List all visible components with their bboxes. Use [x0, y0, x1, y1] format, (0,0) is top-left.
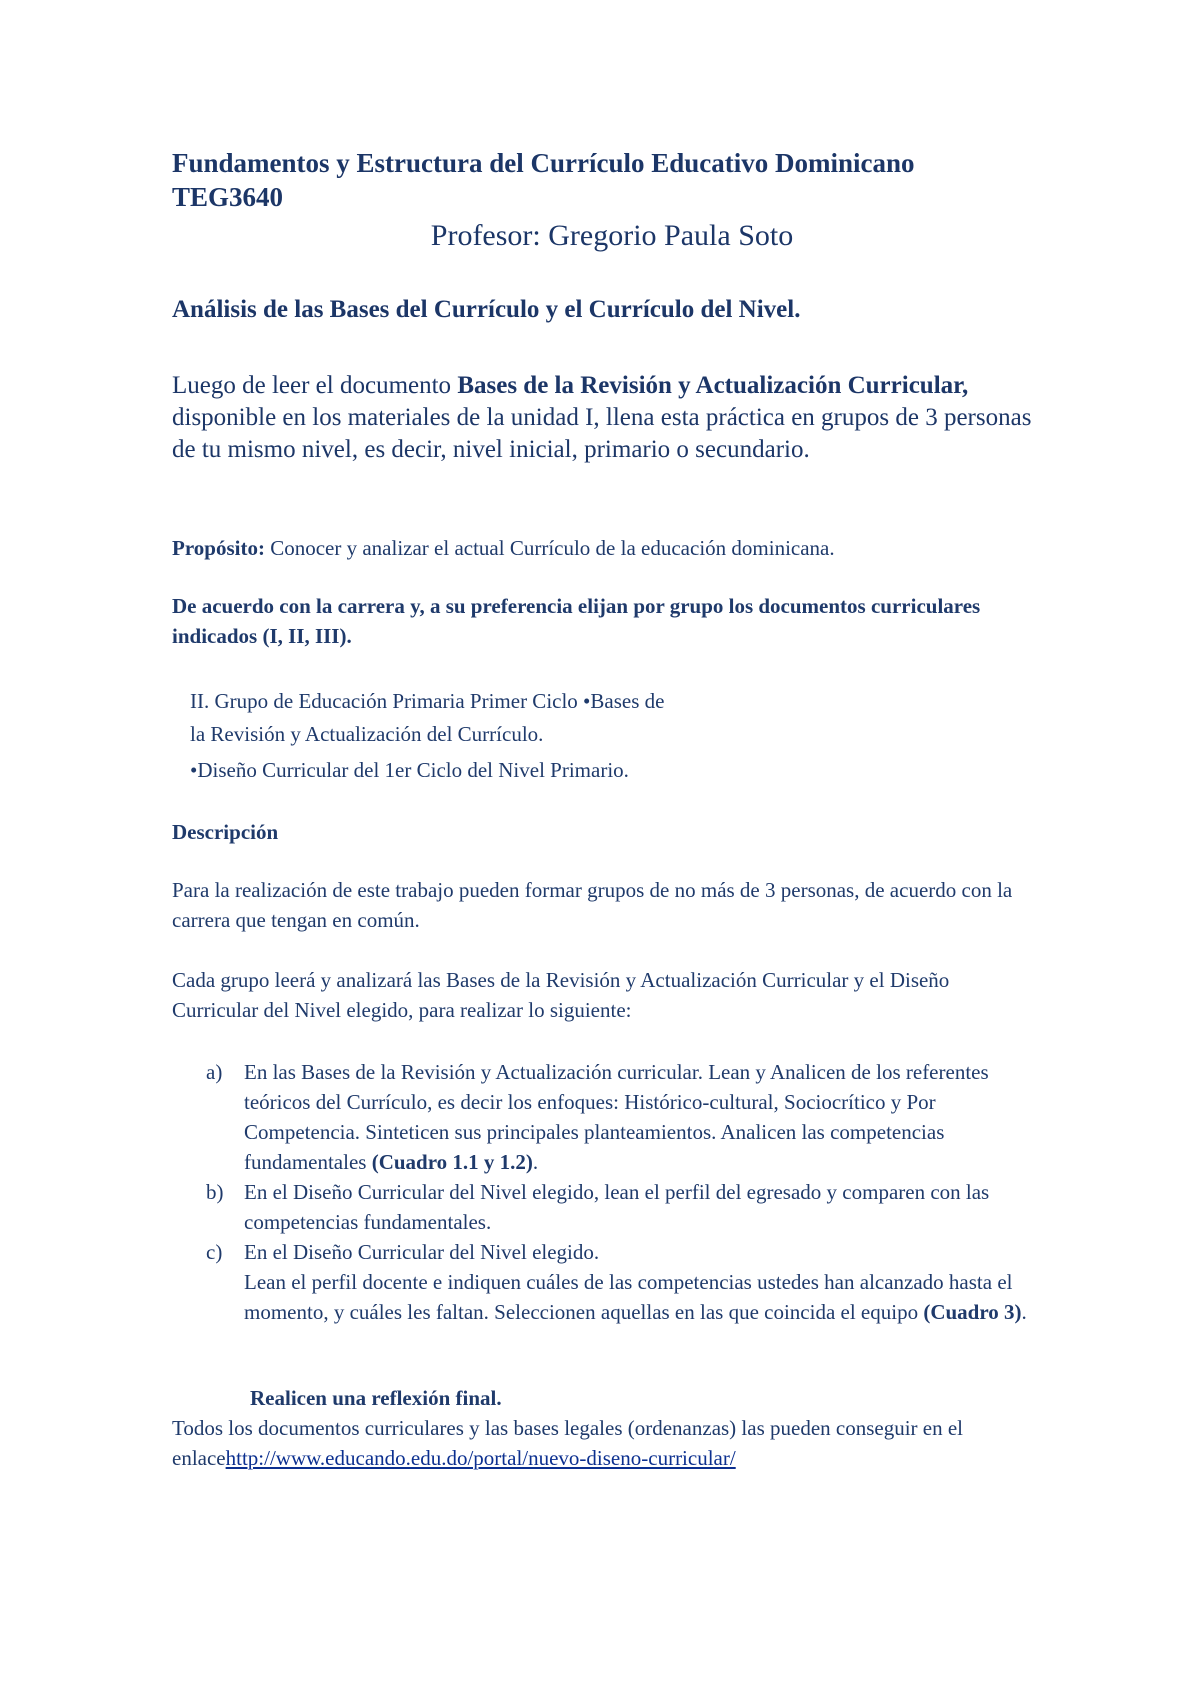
group-line-2: la Revisión y Actualización del Currículo.	[190, 722, 544, 746]
task-item-a: a) En las Bases de la Revisión y Actualización curricular. Lean y Analicen de los referentes teóricos del Currículo, es decir los enfoques: Histórico-cultural, Sociocrítico y Por Competencia. Sinteticen sus principales planteamientos. Analicen las competencias fundamentales (Cuadro 1.1 y 1.2).	[172, 1057, 1052, 1177]
description-heading: Descripción	[172, 820, 279, 844]
intro-doc-name: Bases de la Revisión y Actualización Curricular,	[457, 372, 969, 399]
course-code: TEG3640	[172, 182, 284, 212]
task-list	[172, 1057, 1052, 1327]
task-item-b: b) En el Diseño Curricular del Nivel elegido, lean el perfil del egresado y comparen con las competencias fundamentales.	[172, 1177, 1052, 1237]
description-para-1: Para la realización de este trabajo pueden formar grupos de no más de 3 personas, de acuerdo con la carrera que tengan en común.	[172, 878, 1013, 932]
selection-instruction: De acuerdo con la carrera y, a su preferencia elijan por grupo los documentos curriculares indicados (I, II, III).	[172, 594, 981, 648]
task-marker: a)	[206, 1060, 223, 1084]
purpose-label: Propósito:	[172, 536, 265, 560]
analysis-title: Análisis de las Bases del Currículo y el Currículo del Nivel.	[172, 296, 801, 323]
description-para-2: Cada grupo leerá y analizará las Bases de la Revisión y Actualización Curricular y el Diseño Curricular del Nivel elegido, para realizar lo siguiente:	[172, 968, 950, 1022]
task-ref: (Cuadro 3)	[923, 1300, 1022, 1324]
group-block	[190, 685, 890, 787]
task-item-c: c) En el Diseño Curricular del Nivel elegido. Lean el perfil docente e indiquen cuáles de las competencias ustedes han alcanzado hasta el momento, y cuáles les faltan. Seleccionen aquellas en las que coincida el equipo (Cuadro 3).	[172, 1237, 1052, 1327]
task-marker: c)	[206, 1240, 223, 1264]
professor-line: Profesor: Gregorio Paula Soto	[430, 219, 794, 252]
purpose-paragraph: Propósito: Conocer y analizar el actual Currículo de la educación dominicana.	[172, 536, 835, 560]
task-marker: b)	[206, 1180, 224, 1204]
task-ref: (Cuadro 1.1 y 1.2)	[371, 1150, 533, 1174]
group-line-3: •Diseño Curricular del 1er Ciclo del Nivel Primario.	[190, 758, 629, 782]
course-title: Fundamentos y Estructura del Currículo Educativo Dominicano TEG3640	[172, 146, 1052, 214]
intro-paragraph: Luego de leer el documento Bases de la Revisión y Actualización Curricular, disponible en los materiales de la unidad I, llena esta práctica en grupos de 3 personas de tu mismo nivel, es decir, nivel inicial, primario o secundario.	[172, 372, 1032, 463]
curriculum-link[interactable]: http://www.educando.edu.do/portal/nuevo-diseno-curricular/	[225, 1446, 736, 1470]
final-heading: Realicen una reflexión final.	[250, 1386, 502, 1410]
group-line-1: II. Grupo de Educación Primaria Primer Ciclo •Bases de	[190, 689, 665, 713]
final-paragraph: Todos los documentos curriculares y las bases legales (ordenanzas) las pueden conseguir en el enlacehttp://www.educando.edu.do/portal/nuevo-diseno-curricular/	[172, 1416, 964, 1470]
